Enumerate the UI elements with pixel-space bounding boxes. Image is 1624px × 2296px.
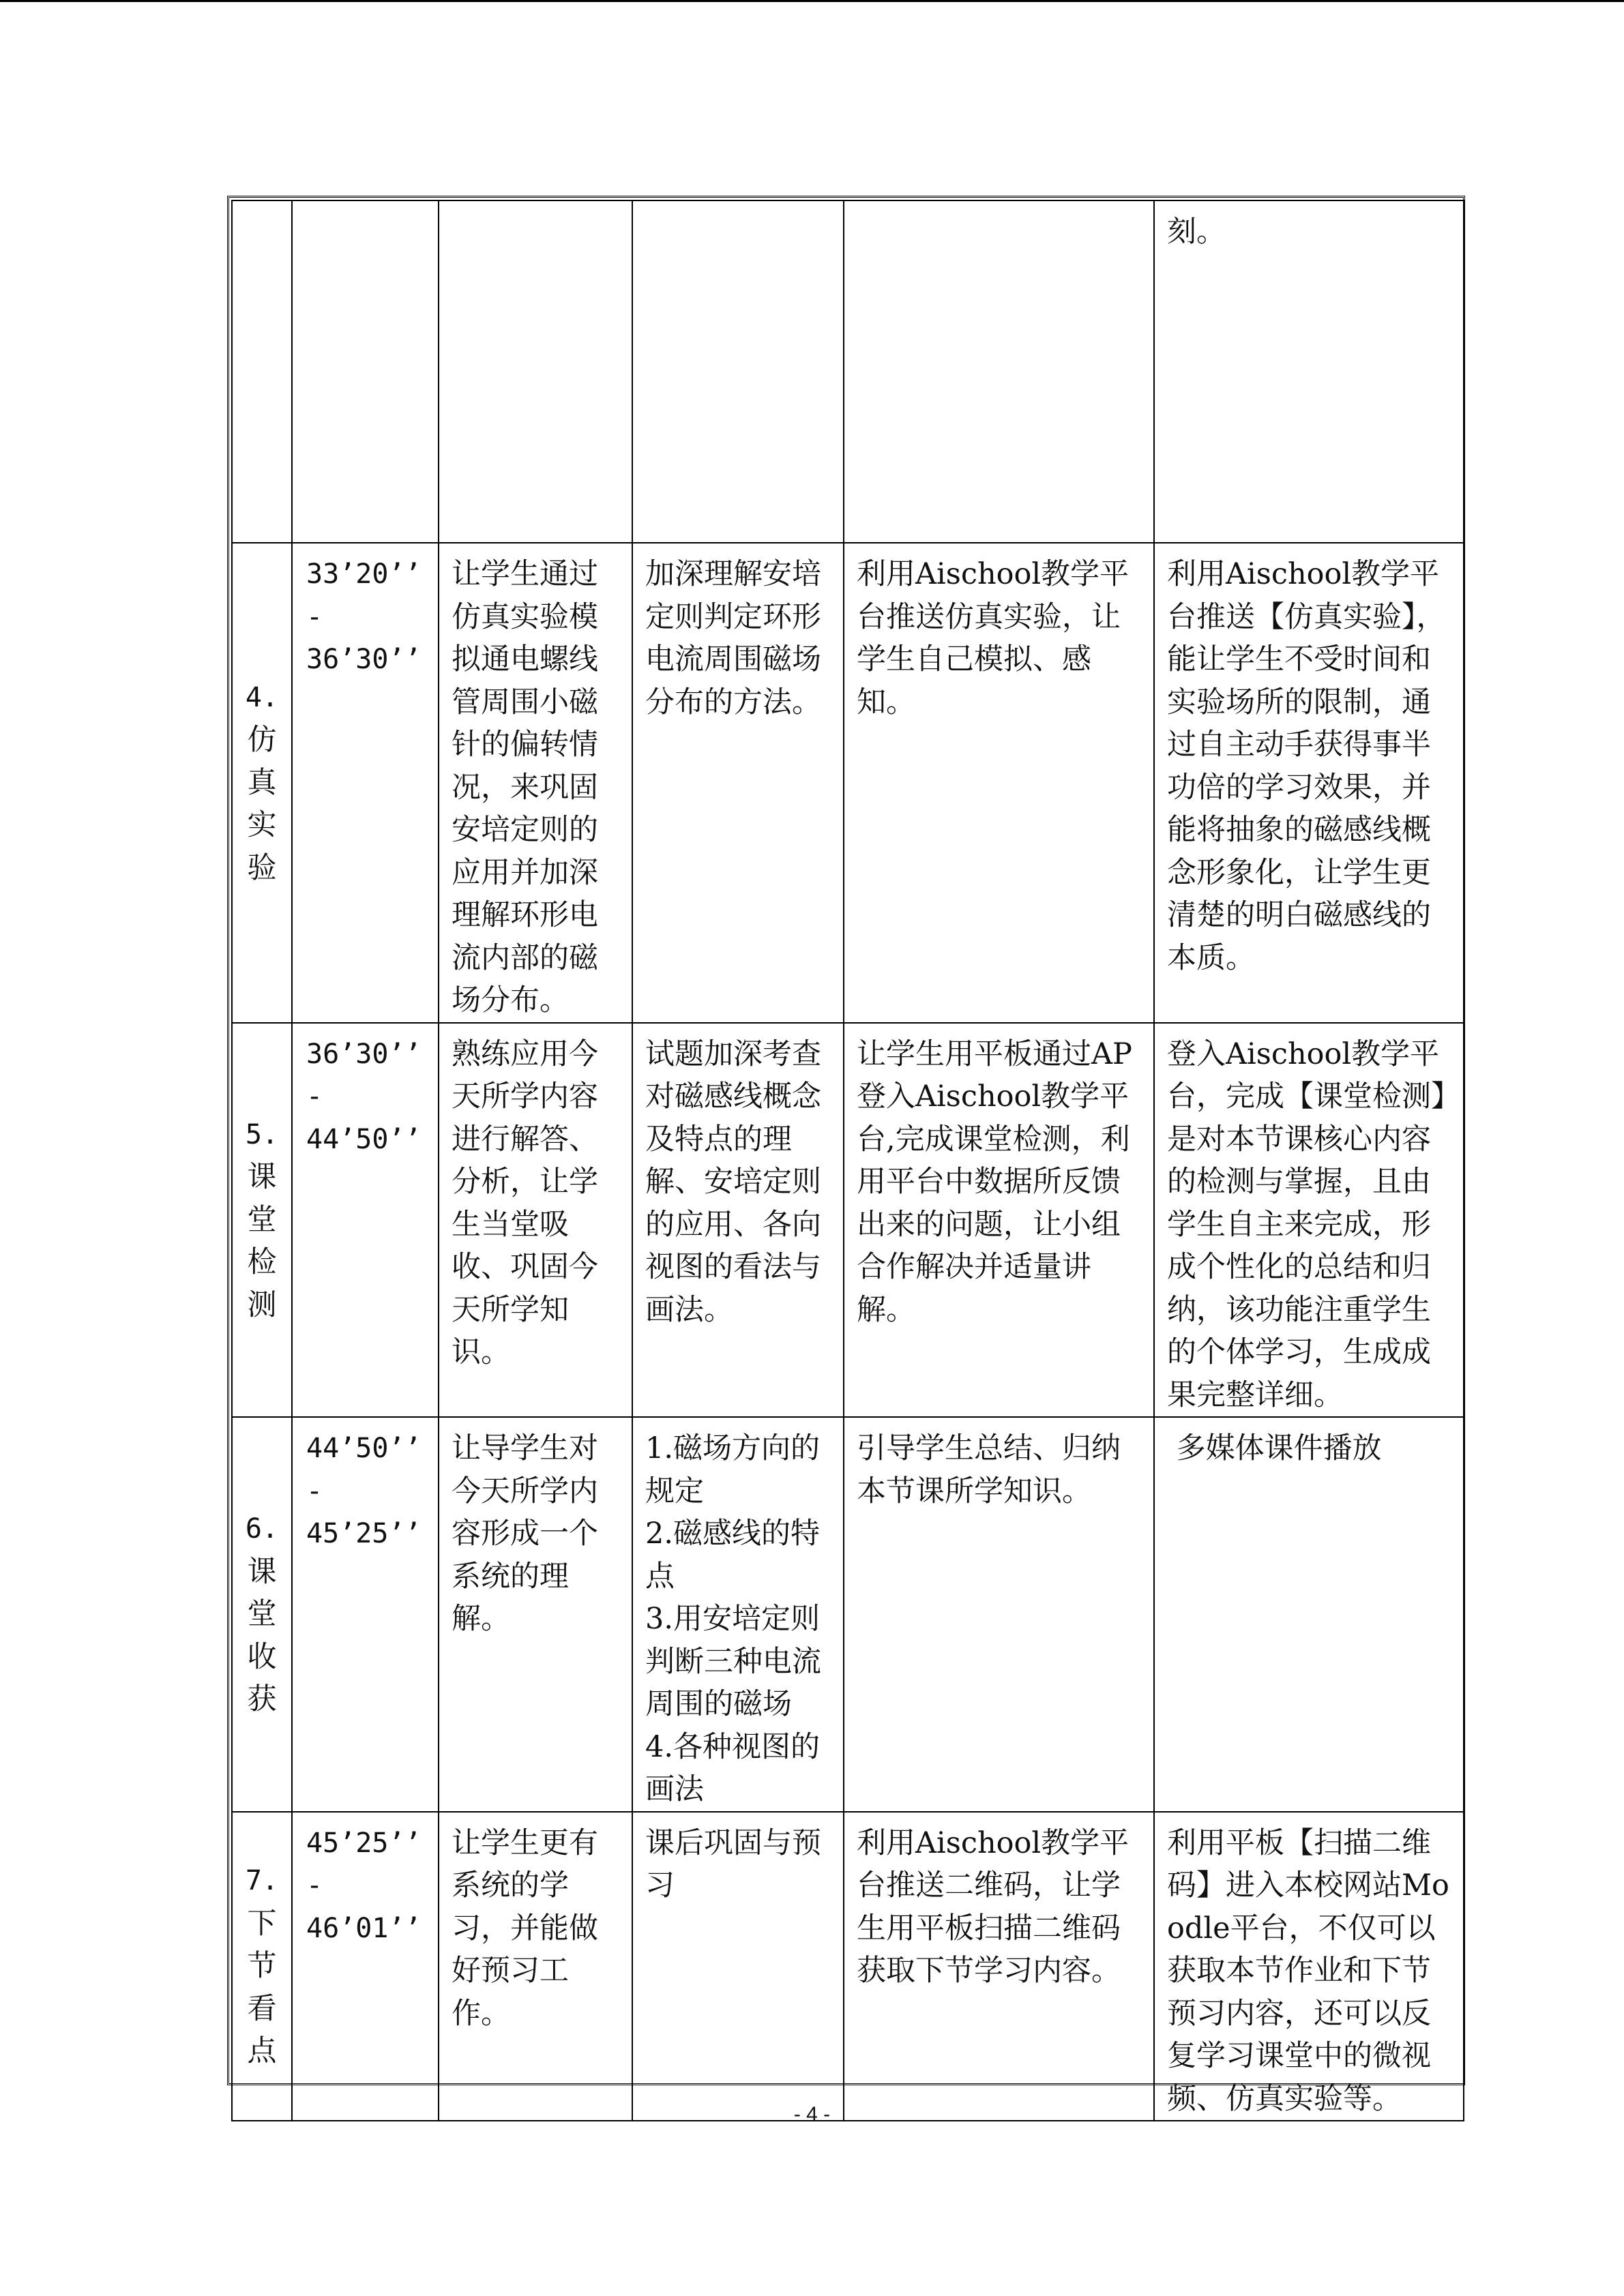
time-cell-empty: [292, 200, 439, 543]
media-usage-cell: 利用平板【扫描二维码】进入本校网站Moodle平台，不仅可以获取本节作业和下节预习内容，还可以反复学习课堂中的微视频、仿真实验等。: [1154, 1812, 1464, 2121]
teaching-goal-cell: 让学生通过仿真实验模拟通电螺线管周围小磁针的偏转情况，来巩固安培定则的应用并加深理解环形电流内部的磁场分布。: [439, 543, 632, 1023]
stage-cell-empty: [232, 200, 292, 543]
lesson-plan-table-frame: [227, 196, 1465, 2116]
stage-number: 7.: [245, 1865, 279, 1896]
teaching-goal-cell: 让导学生对今天所学内容形成一个系统的理解。: [439, 1417, 632, 1812]
teaching-activity-cell: 利用Aischool教学平台推送二维码，让学生用平板扫描二维码获取下节学习内容。: [844, 1812, 1154, 2121]
teaching-activity-cell: 让学生用平板通过AP登入Aischool教学平台,完成课堂检测，利用平台中数据所反馈出来的问题，让小组合作解决并适量讲解。: [844, 1023, 1154, 1418]
teaching-content-cell: 试题加深考查对磁感线概念及特点的理解、安培定则的应用、各向视图的看法与画法。: [632, 1023, 844, 1418]
table-row-summary: [232, 1417, 1464, 1812]
teaching-activity-cell: 利用Aischool教学平台推送仿真实验，让学生自己模拟、感知。: [844, 543, 1154, 1023]
content-list-item: 4.各种视图的画法: [645, 1729, 821, 1806]
time-range-cell: 44’50’’ - 45’25’’: [292, 1417, 439, 1812]
teaching-activity-cell: 引导学生总结、归纳本节课所学知识。: [844, 1417, 1154, 1812]
table-row-next-lesson: [232, 1812, 1464, 2121]
stage-number: 6.: [245, 1513, 279, 1545]
teaching-goal-cell: 熟练应用今天所学内容进行解答、分析，让学生当堂吸收、巩固今天所学知识。: [439, 1023, 632, 1418]
stage-name: 下节看点: [247, 1906, 277, 2068]
page-top-border: [0, 0, 1624, 2]
stage-cell: [232, 1812, 292, 2121]
page-number: - 4 -: [793, 2103, 831, 2126]
stage-cell: [232, 1023, 292, 1418]
media-usage-cell: 登入Aischool教学平台，完成【课堂检测】是对本节课核心内容的检测与掌握，且由学生自主来完成，形成个性化的总结和归纳，该功能注重学生的个体学习，生成成果完整详细。: [1154, 1023, 1464, 1418]
stage-name: 仿真实验: [247, 723, 277, 885]
content-list-item: 1.磁场方向的规定: [645, 1431, 821, 1508]
goal-cell-empty: [439, 200, 632, 543]
media-usage-cell: 多媒体课件播放: [1154, 1417, 1464, 1812]
table-row-continued: [232, 200, 1464, 543]
teaching-goal-cell: 让学生更有系统的学习，并能做好预习工作。: [439, 1812, 632, 2121]
teaching-content-cell: 课后巩固与预习: [632, 1812, 844, 2121]
activity-cell-empty: [844, 200, 1154, 543]
content-cell-empty: [632, 200, 844, 543]
stage-name: 课堂检测: [247, 1160, 277, 1322]
stage-name: 课堂收获: [247, 1554, 277, 1716]
content-list-item: 2.磁感线的特点: [645, 1517, 821, 1594]
stage-cell: [232, 1417, 292, 1812]
stage-cell: [232, 543, 292, 1023]
teaching-content-cell: [632, 1417, 844, 1812]
table-row-simulation: [232, 543, 1464, 1023]
media-cell-continued: 刻。: [1154, 200, 1464, 543]
stage-number: 4.: [245, 681, 279, 713]
stage-number: 5.: [245, 1118, 279, 1150]
table-row-classroom-test: [232, 1023, 1464, 1418]
time-range-cell: 45’25’’ - 46’01’’: [292, 1812, 439, 2121]
teaching-content-cell: 加深理解安培定则判定环形电流周围磁场分布的方法。: [632, 543, 844, 1023]
lesson-plan-table: [231, 200, 1464, 2121]
time-range-cell: 33’20’’ - 36’30’’: [292, 543, 439, 1023]
time-range-cell: 36’30’’ - 44’50’’: [292, 1023, 439, 1418]
media-usage-cell: 利用Aischool教学平台推送【仿真实验】，能让学生不受时间和实验场所的限制，通过自主动手获得事半功倍的学习效果，并能将抽象的磁感线概念形象化，让学生更清楚的明白磁感线的本质。: [1154, 543, 1464, 1023]
content-list-item: 3.用安培定则判断三种电流周围的磁场: [645, 1602, 821, 1721]
